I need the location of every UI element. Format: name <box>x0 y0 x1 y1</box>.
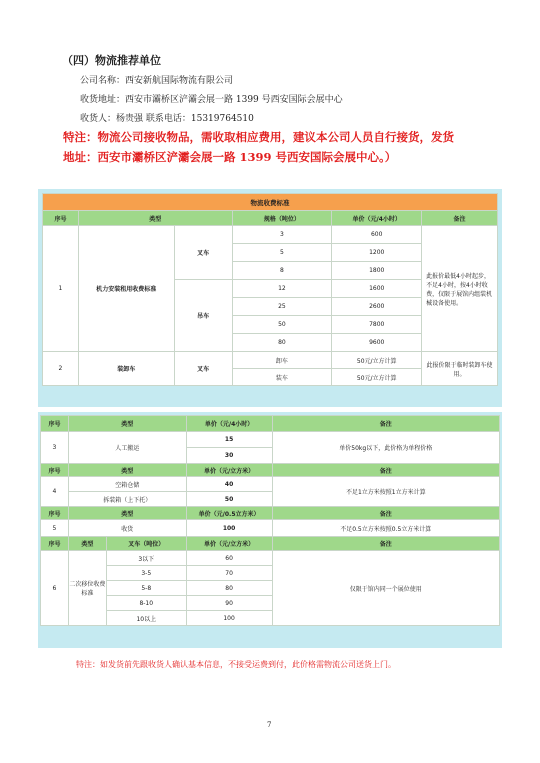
row-no: 1 <box>43 226 79 352</box>
price-cell: 1800 <box>332 262 422 280</box>
header-remark: 备注 <box>422 211 498 226</box>
header-no: 序号 <box>41 464 69 477</box>
row-type: 收货 <box>68 520 186 537</box>
remark-cell: 不足0.5立方米按照0.5立方米计算 <box>272 520 499 537</box>
row-type: 人工搬运 <box>68 432 186 464</box>
row-type: 装卸车 <box>78 352 174 386</box>
price-cell: 100 <box>186 611 272 626</box>
spec-cell: 3 <box>232 226 332 244</box>
forklift-label: 叉车 <box>174 226 232 280</box>
header-type: 类型 <box>68 416 186 432</box>
table1-title: 物流收费标准 <box>43 194 498 211</box>
tonnage-cell: 10以上 <box>106 611 186 626</box>
notice-line-2: 地址：西安市灞桥区浐灞会展一路 1399 号西安国际会展中心。） <box>63 150 397 164</box>
logistics-fee-table <box>42 193 498 386</box>
price-cell: 50元/立方计算 <box>332 369 422 386</box>
price-cell: 70 <box>186 566 272 581</box>
price-cell: 50 <box>186 492 272 507</box>
remark-cell: 单价50kg以下，此价格为单程价格 <box>272 432 499 464</box>
price-cell: 1600 <box>332 280 422 298</box>
header-price: 单价（元/立方米） <box>186 537 272 551</box>
header-tonnage: 叉车（吨位） <box>106 537 186 551</box>
header-price: 单价（元/4小时） <box>186 416 272 432</box>
delivery-address: 收货地址：西安市灞桥区浐灞会展一路 1399 号西安国际会展中心 <box>80 95 343 105</box>
tonnage-cell: 5-8 <box>106 581 186 596</box>
section-heading: （四）物流推荐单位 <box>62 54 161 67</box>
header-no: 序号 <box>43 211 79 226</box>
spec-cell: 25 <box>232 298 332 316</box>
row-type: 空箱仓储 <box>68 477 186 492</box>
remark-cell: 此报价最低4小时起步，不足4小时，按4小时收费，仅限于展馆内组装机械设备使用。 <box>422 226 498 352</box>
header-price: 单价（元/0.5立方米） <box>186 507 272 520</box>
row-type: 机力安装租用收费标准 <box>78 226 174 352</box>
forklift-label: 叉车 <box>174 352 232 386</box>
price-cell: 100 <box>186 520 272 537</box>
header-type: 类型 <box>68 537 106 551</box>
load-label: 装车 <box>232 369 332 386</box>
header-remark: 备注 <box>272 416 499 432</box>
row-type: 拆装箱（上下托） <box>68 492 186 507</box>
tonnage-cell: 8-10 <box>106 596 186 611</box>
price-cell: 60 <box>186 551 272 566</box>
row-no: 2 <box>43 352 79 386</box>
page-number: 7 <box>267 721 272 729</box>
remark-cell: 不足1立方米按照1立方米计算 <box>272 477 499 507</box>
price-cell: 15 <box>186 432 272 448</box>
price-cell: 50元/立方计算 <box>332 352 422 369</box>
remark-cell: 此报价限于临时装卸车使用。 <box>422 352 498 386</box>
header-type: 类型 <box>78 211 232 226</box>
price-cell: 600 <box>332 226 422 244</box>
header-type: 类型 <box>68 464 186 477</box>
unload-label: 卸车 <box>232 352 332 369</box>
price-cell: 1200 <box>332 244 422 262</box>
company-name: 公司名称：西安新航国际物流有限公司 <box>80 76 234 86</box>
header-no: 序号 <box>41 416 69 432</box>
header-no: 序号 <box>41 537 69 551</box>
spec-cell: 8 <box>232 262 332 280</box>
header-remark: 备注 <box>272 537 499 551</box>
header-remark: 备注 <box>272 507 499 520</box>
spec-cell: 5 <box>232 244 332 262</box>
row-type: 二次移位收费标准 <box>68 551 106 626</box>
footnote: 特注：如发货前先跟收货人确认基本信息，不接受运费到付，此价格需物流公司送货上门。 <box>76 660 396 669</box>
remark-cell: 仅限于馆内同一个展位使用 <box>272 551 499 626</box>
service-fee-table <box>40 415 500 626</box>
row-no: 4 <box>41 477 69 507</box>
crane-label: 吊车 <box>174 280 232 352</box>
header-type: 类型 <box>68 507 186 520</box>
price-cell: 90 <box>186 596 272 611</box>
spec-cell: 12 <box>232 280 332 298</box>
price-cell: 9600 <box>332 334 422 352</box>
price-cell: 2600 <box>332 298 422 316</box>
notice-line-1: 特注：物流公司接收物品，需收取相应费用，建议本公司人员自行接货，发货 <box>63 130 454 144</box>
price-cell: 30 <box>186 448 272 464</box>
row-no: 3 <box>41 432 69 464</box>
header-price: 单价（元/立方米） <box>186 464 272 477</box>
spec-cell: 80 <box>232 334 332 352</box>
row-no: 5 <box>41 520 69 537</box>
price-cell: 40 <box>186 477 272 492</box>
header-remark: 备注 <box>272 464 499 477</box>
header-no: 序号 <box>41 507 69 520</box>
spec-cell: 50 <box>232 316 332 334</box>
row-no: 6 <box>41 551 69 626</box>
header-price: 单价（元/4小时） <box>332 211 422 226</box>
tonnage-cell: 3以下 <box>106 551 186 566</box>
price-cell: 7800 <box>332 316 422 334</box>
price-cell: 80 <box>186 581 272 596</box>
contact-info: 收货人：杨贵强 联系电话：15319764510 <box>80 114 254 124</box>
header-spec: 规格（吨位） <box>232 211 332 226</box>
tonnage-cell: 3-5 <box>106 566 186 581</box>
